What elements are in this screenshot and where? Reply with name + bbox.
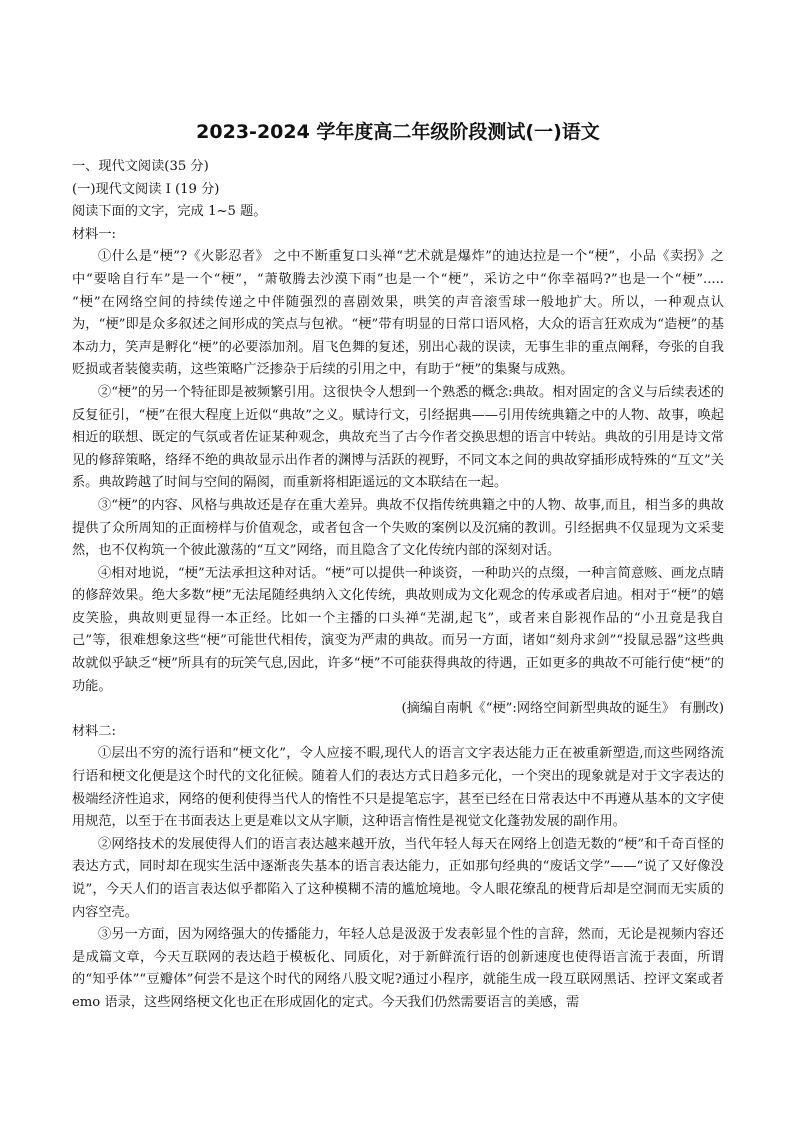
- material1-paragraph-1: ①什么是“梗”?《火影忍者》 之中不断重复口头禅“艺术就是爆炸”的迪达拉是一个“梗”，小品《卖拐》之中“要啥自行车”是一个“梗”，“萧敬腾去沙漠下雨”也是一个“梗”，采访之中“你幸福吗?”也是一个“梗”..... “梗”在网络空间的持续传递之中伴随强烈的喜剧效果，哄笑的声音滚雪球一般地扩大。所以，一种观点认为，“梗”即是众多叙述之间形成的笑点与包袱。“梗”带有明显的日常口语风格，大众的语言狂欢成为“造梗”的基本动力，笑声是孵化“梗”的必要添加剂。眉飞色舞的复述，别出心裁的误读，无事生非的重点阐释，夸张的自我贬损或者装傻卖萌，这些策略广泛掺杂于后续的引用之中，有助于“梗”的集聚与成熟。: [72, 249, 724, 378]
- exam-page: [72, 118, 724, 1015]
- subsection-heading: (一)现代文阅读 I (19 分): [72, 181, 220, 197]
- material1-paragraph-4: ④相对地说，“梗”无法承担这种对话。“梗”可以提供一种谈资，一种助兴的点缀，一种言简意赅、画龙点睛的修辞效果。绝大多数“梗”无法尾随经典纳入文化传统，典故则成为文化观念的传承或者启迪。相对于“梗”的嬉皮笑脸，典故则更显得一本正经。比如一个主播的口头禅“芜湖,起飞”，或者来自影视作品的“小丑竟是我自己”等，很难想象这些“梗”可能世代相传，演变为严肃的典故。而另一方面，诸如“刻舟求剑”“投鼠忌器”这些典故就似乎缺乏“梗”所具有的玩笑气息,因此，许多“梗”不可能获得典故的待遇，正如更多的典故不可能行使“梗”的功能。: [72, 565, 724, 694]
- material2-paragraph-1: ①层出不穷的流行语和“梗文化”，令人应接不暇,现代人的语言文字表达能力正在被重新塑造,而这些网络流行语和梗文化便是这个时代的文化征候。随着人们的表达方式日趋多元化，一个突出的现象就是对于文字表达的极端经济性追求，网络的便利使得当代人的惰性不只是提笔忘字，甚至已经在日常表达中不再遵从基本的文字使用规范，以至于在书面表达上更是难以文从字顺，这种语言惰性是视觉文化蓬勃发展的副作用。: [72, 746, 724, 830]
- material2-label: 材料二:: [72, 723, 117, 739]
- material1-paragraph-3: ③“梗”的内容、风格与典故还是存在重大差异。典故不仅指传统典籍之中的人物、故事,而且，相当多的典故提供了众所周知的正面榜样与价值观念，或者包含一个失败的案例以及沉痛的教训。引经据典不仅显现为文采斐然，也不仅构筑一个彼此激荡的“互文”网络，而且隐含了文化传统内部的深刻对话。: [72, 497, 724, 559]
- material1-paragraph-2: ②“梗”的另一个特征即是被频繁引用。这很快令人想到一个熟悉的概念:典故。相对固定的含义与后续表述的反复征引，“梗”在很大程度上近似“典故”之义。赋诗行文，引经据典——引用传统典籍之中的人物、故事，唤起相近的联想、既定的气氛或者佐证某种观念，典故充当了古今作者交换思想的语言中转站。典故的引用是诗文常见的修辞策略，络绎不绝的典故显示出作者的渊博与活跃的视野，不同文本之间的典故穿插形成特殊的“互文”关系。典故跨越了时间与空间的隔阂，而重新将相距遥远的文本联结在一起。: [72, 384, 724, 491]
- material1-label: 材料一:: [72, 226, 117, 242]
- material2-paragraph-3: ③另一方面，因为网络强大的传播能力，年轻人总是汲汲于发表彰显个性的言辞，然而，无论是视频内容还是成篇文章，今天互联网的表达趋于模板化、同质化，对于新鲜流行语的创新速度也使得语言流于表面，所谓的“知乎体”“豆瓣体”何尝不是这个时代的网络八股文呢?通过小程序，就能生成一段互联网黑话、控评文案或者 emo 语录，这些网络梗文化也正在形成固化的定式。今天我们仍然需要语言的美感，需: [72, 927, 724, 1010]
- exam-title: 2023-2024 学年度高二年级阶段测试(一)语文: [196, 121, 600, 143]
- section-heading: 一、现代文阅读(35 分): [72, 159, 209, 174]
- material1-source: (摘编自南帆《“梗”:网络空间新型典故的诞生》 有删改): [401, 701, 724, 717]
- material2-paragraph-2: ②网络技术的发展使得人们的语言表达越来越开放，当代年轻人每天在网络上创造无数的“梗”和千奇百怪的表达方式，同时却在现实生活中逐渐丧失基本的语言表达能力，正如那句经典的“废话文学”——“说了又好像没说”，今天人们的语言表达似乎都陷入了这种模糊不清的尴尬境地。令人眼花缭乱的梗背后却是空洞而无实质的内容空壳。: [72, 836, 724, 920]
- instruction-text: 阅读下面的文字，完成 1~5 题。: [72, 204, 267, 220]
